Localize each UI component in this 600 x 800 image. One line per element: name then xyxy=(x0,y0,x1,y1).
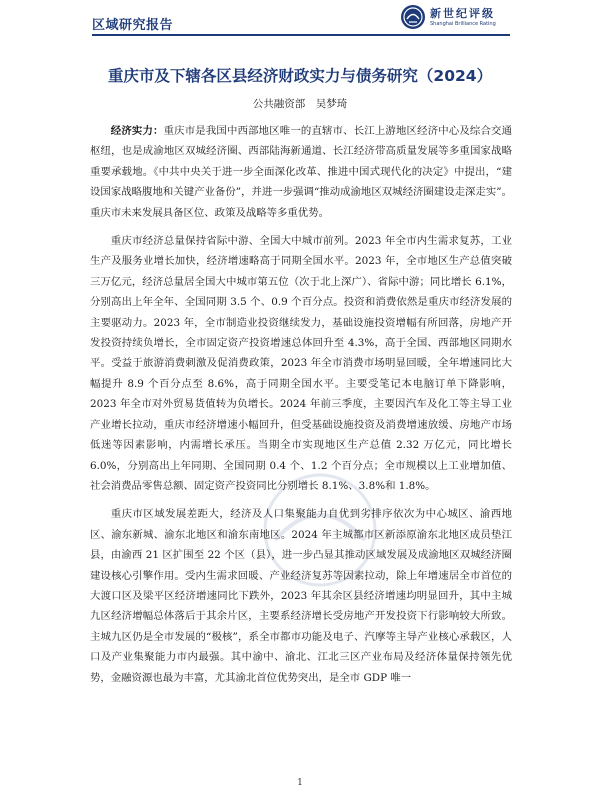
company-logo xyxy=(400,4,512,34)
paragraph-economic-strength xyxy=(90,121,512,223)
page-header xyxy=(0,0,600,40)
logo-english-name: Shanghai Brilliance Rating xyxy=(430,21,496,27)
logo-emblem-icon xyxy=(400,4,426,30)
body-content xyxy=(90,121,512,696)
paragraph-text: 重庆市经济总量保持省际中游、全国大中城市前列。2023 年全市内生需求复苏，工业生产及服务业增长加快，经济增速略高于同期全国水平。2023 年，全市地区生产总值突破三万亿元，经济总量居全国大中城市第五位（次于北上深广）、省际中游；同比增长 6.1%，分别高出上年全年、全国同期 3.5 个、0.9 个百分点。投资和消费依然是重庆市经济发展的主要驱动力。2023 年，全市制造业投资继续发力，基础设施投资增幅有所回落，房地产开发投资持续负增长，全市固定资产投资增速总体回升至 4.3%，高于全国、西部地区同期水平。受益于旅游消费刺激及促消费政策，2023 年全市消费市场明显回暖，全年增速同比大幅提升 8.9 个百分点至 8.6%，高于同期全国水平。主要受笔记本电脑订单下降影响，2023 年全市对外贸易货值转为负增长。2024 年前三季度，主要因汽车及化工等主导工业产业增长拉动，重庆市经济增速小幅回升，但受基础设施投资及消费增速放缓、房地产市场低迷等因素影响，内需增长承压。当期全市实现地区生产总值 2.32 万亿元，同比增长 6.0%，分别高出上年同期、全国同期 0.4 个、1.2 个百分点；全市规模以上工业增加值、社会消费品零售总额、固定资产投资同比分别增长 8.1%、3.8%和 1.8%。 xyxy=(90,235,512,492)
paragraph-text: 重庆市是我国中西部地区唯一的直辖市、长江上游地区经济中心及综合交通枢纽，也是成渝地区双城经济圈、西部陆海新通道、长江经济带高质量发展等多重国家战略重要承载地。《中共中央关于进一步全面深化改革、推进中国式现代化的决定》中提出，“建设国家战略腹地和关键产业备份”，并进一步强调“推动成渝地区双城经济圈建设走深走实”。重庆市未来发展具备区位、政策及战略等多重优势。 xyxy=(90,125,512,219)
paragraph-economic-scale xyxy=(90,231,512,496)
header-divider xyxy=(92,34,510,36)
paragraph-lead: 经济实力： xyxy=(110,125,164,137)
paragraph-text: 重庆市区域发展差距大，经济及人口集聚能力自优到劣排序依次为中心城区、渝西地区、渝东新城、渝东北地区和渝东南地区。2024 年主城都市区新添原渝东北地区成员垫江县，由渝西 21 区扩围至 22 个区（县），进一步凸显其推动区域发展及成渝地区双城经济圈建设核心引擎作用。受内生需求回暖、产业经济复苏等因素拉动，除上年增速居全市首位的大渡口区及梁平区经济增速同比下跌外，2023 年其余区县经济增速均明显回升，其中主城九区经济增幅总体落后于其余片区，主要系经济增长受房地产开发投资下行影响较大所致。主城九区仍是全市发展的“极核”，系全市都市功能及电子、汽摩等主导产业核心承载区，人口及产业集聚能力市内最强。其中渝中、渝北、江北三区产业布局及经济体量保持领先优势，金融资源也最为丰富，尤其渝北首位优势突出，是全市 GDP 唯一 xyxy=(90,508,512,684)
document-title: 重庆市及下辖各区县经济财政实力与债务研究（2024） xyxy=(107,67,493,85)
page-number: 1 xyxy=(297,778,303,788)
paragraph-regional-disparity xyxy=(90,504,512,688)
report-category-label: 区域研究报告 xyxy=(92,18,174,33)
author-line: 公共融资部 吴梦琦 xyxy=(252,98,348,110)
logo-chinese-name: 新世纪评级 xyxy=(430,7,495,20)
